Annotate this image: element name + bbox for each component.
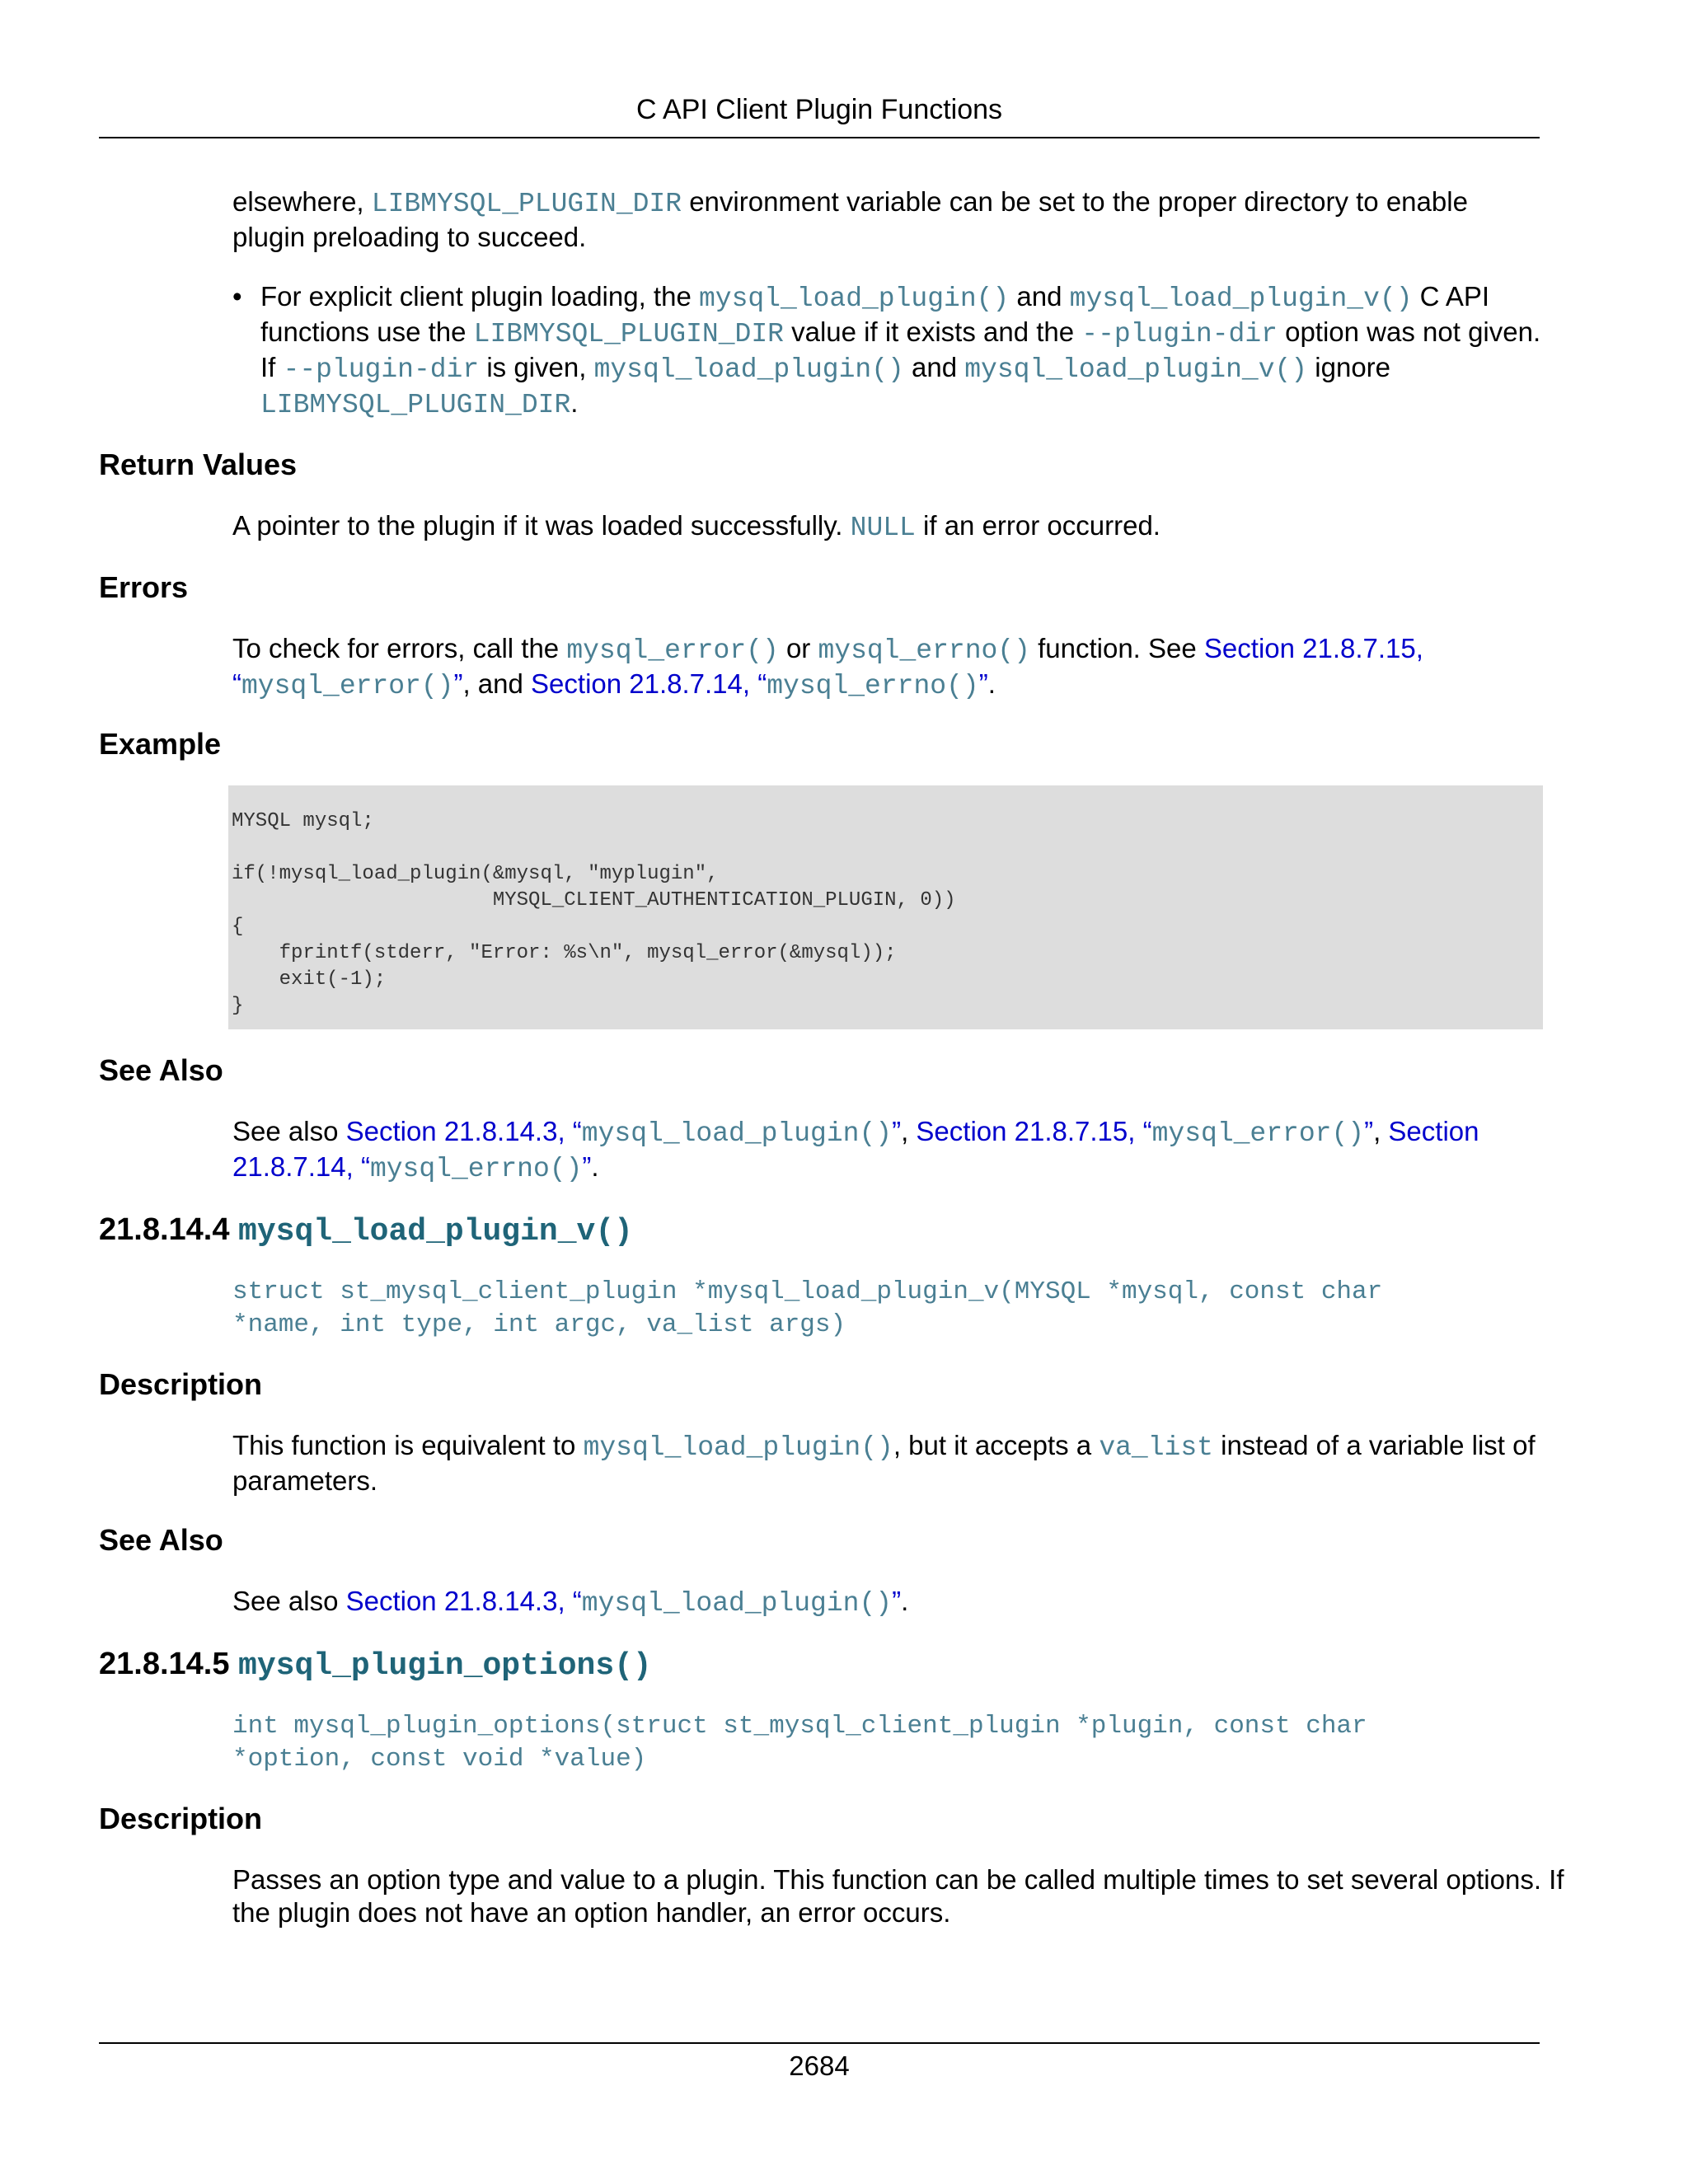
example-heading: Example xyxy=(99,727,222,761)
link-section-21-8-7-14[interactable]: Section 21.8.7.14, “mysql_errno()” xyxy=(531,668,988,701)
example-code: MYSQL mysql; if(!mysql_load_plugin(&mysql, "myplugin", MYSQL_CLIENT_AUTHENTICATION_PLUGIN, 0)) { fprintf(stderr, "Error: %s\n", mysql_error(&mysql)); exit(-1); } xyxy=(232,810,956,1017)
link-section-21-8-14-3[interactable]: Section 21.8.14.3, “mysql_load_plugin()” xyxy=(345,1116,902,1149)
intro-paragraph: elsewhere, LIBMYSQL_PLUGIN_DIR environment variable can be set to the proper directory to enable plugin preloading to succeed. xyxy=(232,186,1468,252)
page-number: 2684 xyxy=(789,2050,850,2081)
errors-heading: Errors xyxy=(99,570,189,604)
footer-rule xyxy=(99,2042,1540,2044)
see-also-heading: See Also xyxy=(99,1523,223,1557)
return-values-text: A pointer to the plugin if it was loaded successfully. NULL if an error occurred. xyxy=(232,510,1160,543)
example-code-block xyxy=(228,785,1543,1029)
section-21-8-14-5-heading: 21.8.14.5 mysql_plugin_options() xyxy=(99,1647,652,1684)
header-rule xyxy=(99,137,1540,138)
return-values-heading: Return Values xyxy=(99,448,298,481)
description-text: This function is equivalent to mysql_load_plugin(), but it accepts a va_list instead of a variable list of parameters. xyxy=(232,1430,1536,1496)
page-header-title: C API Client Plugin Functions xyxy=(635,94,1003,125)
description-heading: Description xyxy=(99,1367,263,1401)
description-text: Passes an option type and value to a plugin. This function can be called multiple times to set several options. If the plugin does not have an option handler, an error occurs. xyxy=(232,1864,1564,1928)
description-heading: Description xyxy=(99,1802,263,1835)
see-also-text: See also Section 21.8.14.3, “mysql_load_plugin()”. xyxy=(232,1586,909,1619)
link-section-21-8-7-14[interactable]: Section 21.8.7.14, “mysql_errno()” xyxy=(232,1116,1479,1184)
see-also-heading: See Also xyxy=(99,1053,223,1087)
section-21-8-14-4-heading: 21.8.14.4 mysql_load_plugin_v() xyxy=(99,1212,633,1249)
page-content xyxy=(99,185,1564,1929)
see-also-text: See also Section 21.8.14.3, “mysql_load_plugin()”, Section 21.8.7.15, “mysql_error()”, Section 21.8.7.14, “mysql_errno()”. xyxy=(232,1116,1479,1184)
link-section-21-8-7-15[interactable]: Section 21.8.7.15, “mysql_error()” xyxy=(916,1116,1374,1149)
link-section-21-8-14-3[interactable]: Section 21.8.14.3, “mysql_load_plugin()” xyxy=(345,1586,902,1619)
code-libmysql-plugin-dir: LIBMYSQL_PLUGIN_DIR xyxy=(371,189,682,219)
list-item: • For explicit client plugin loading, the mysql_load_plugin() and mysql_load_plugin_v() C API functions use the LIBMYSQL_PLUGIN_DIR value if it exists and the --plugin-dir option was not given. If --plugin-dir is given, mysql_load_plugin() and mysql_load_plugin_v() ignore LIBMYSQL_PLUGIN_DIR. xyxy=(232,280,1541,422)
mysql-plugin-options-signature: int mysql_plugin_options(struct st_mysql_client_plugin *plugin, const char *option, const void *value) xyxy=(232,1712,1367,1774)
mysql-load-plugin-v-signature: struct st_mysql_client_plugin *mysql_load_plugin_v(MYSQL *mysql, const char *name, int type, int argc, va_list args) xyxy=(232,1277,1383,1339)
errors-text: To check for errors, call the mysql_error() or mysql_errno() function. See Section 21.8.7.15, “mysql_error()”, and Section 21.8.7.14, “mysql_errno()”. xyxy=(232,633,1423,701)
link-section-21-8-7-15[interactable]: Section 21.8.7.15, “mysql_error()” xyxy=(232,633,1423,701)
intro-bullet-list xyxy=(99,280,1541,422)
